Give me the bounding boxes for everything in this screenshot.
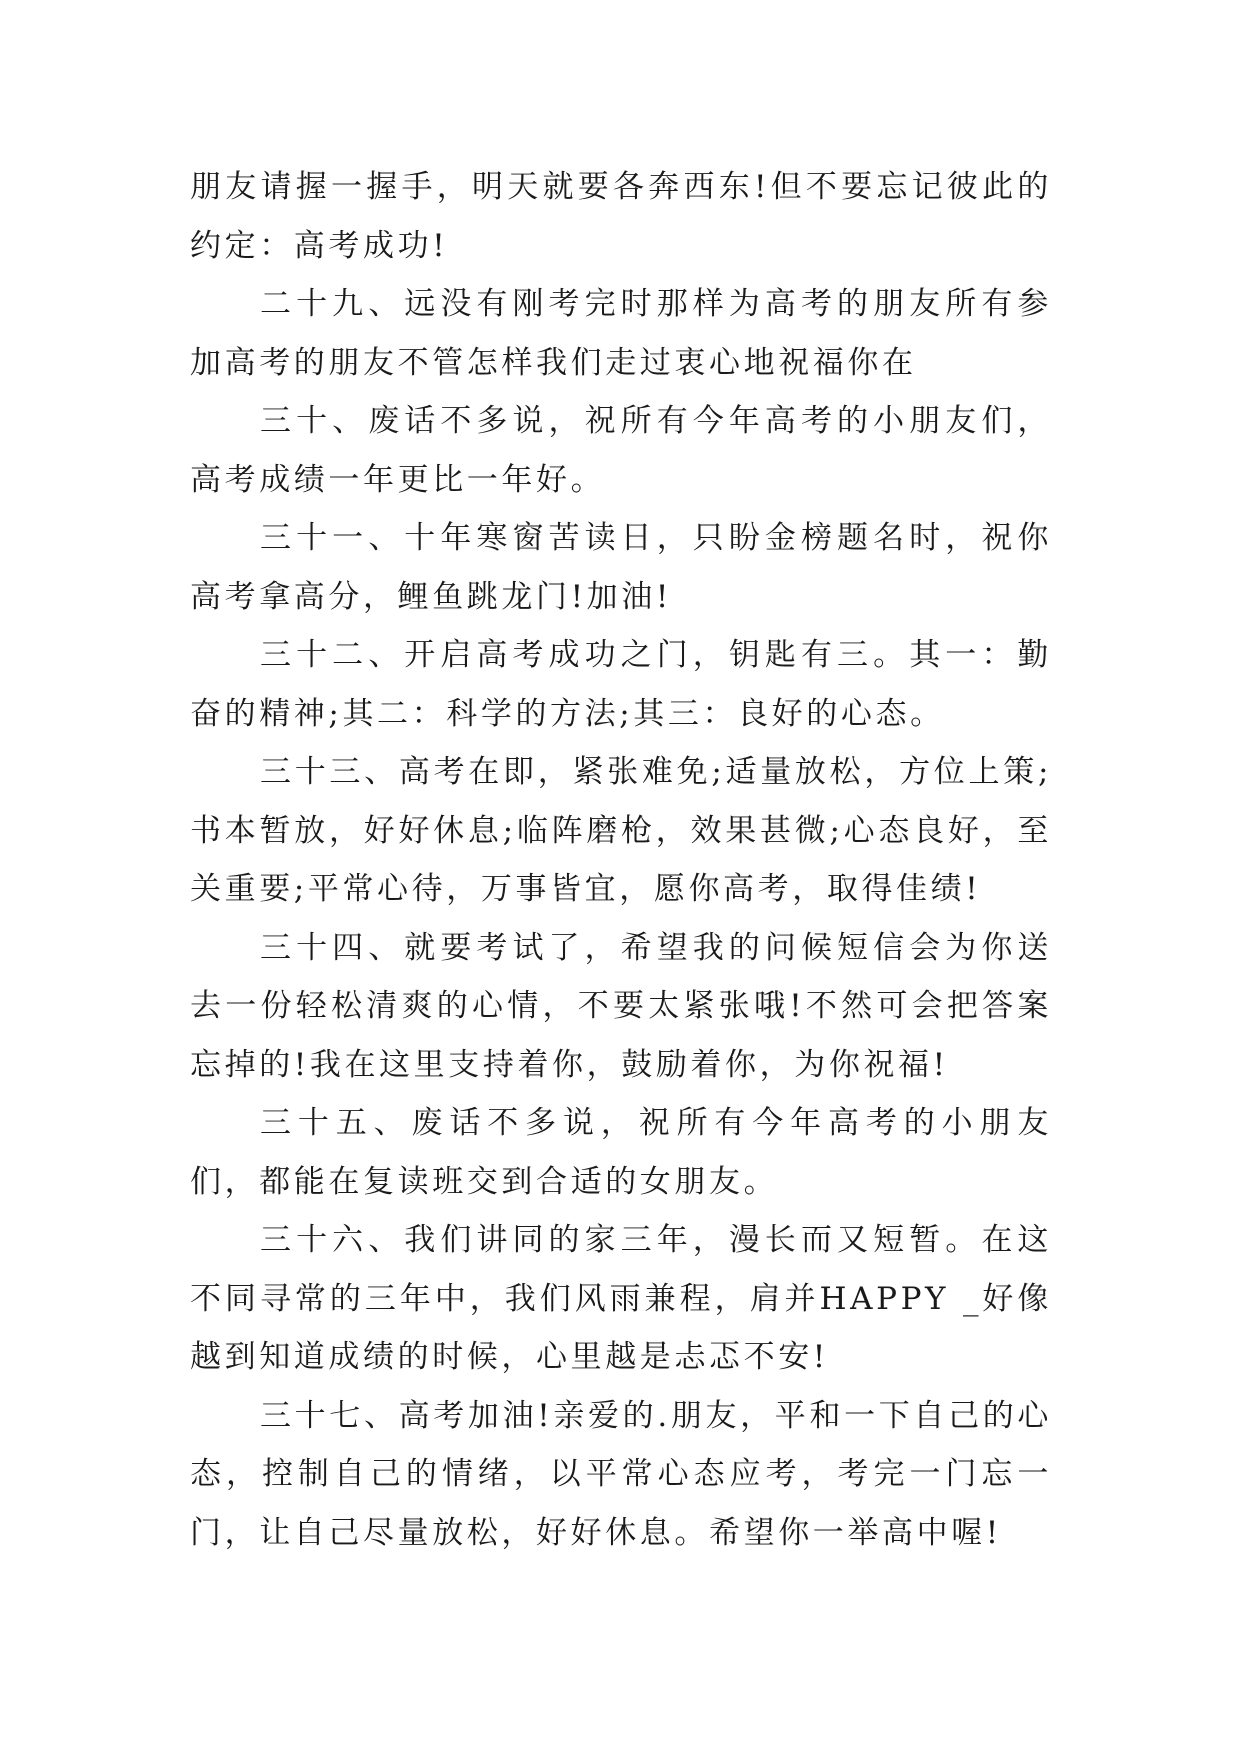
paragraph: 三十六、我们讲同的家三年，漫长而又短暂。在这不同寻常的三年中，我们风雨兼程，肩并HAPPY _好像越到知道成绩的时候，心里越是忐忑不安! bbox=[190, 1222, 1052, 1375]
paragraph: 二十九、远没有刚考完时那样为高考的朋友所有参加高考的朋友不管怎样我们走过衷心地祝福你在 bbox=[190, 286, 1052, 381]
paragraph: 三十、废话不多说，祝所有今年高考的小朋友们，高考成绩一年更比一年好。 bbox=[190, 403, 1052, 498]
paragraph: 三十一、十年寒窗苦读日，只盼金榜题名时，祝你高考拿高分，鲤鱼跳龙门!加油! bbox=[190, 520, 1052, 615]
paragraph: 三十七、高考加油!亲爱的.朋友，平和一下自己的心态，控制自己的情绪，以平常心态应考，考完一门忘一门，让自己尽量放松，好好休息。希望你一举高中喔! bbox=[190, 1397, 1052, 1551]
paragraph: 三十三、高考在即，紧张难免;适量放松，方位上策;书本暂放，好好休息;临阵磨枪，效果甚微;心态良好，至关重要;平常心待，万事皆宜，愿你高考，取得佳绩! bbox=[190, 754, 1052, 907]
document-body bbox=[190, 158, 1052, 1562]
paragraph: 三十五、废话不多说，祝所有今年高考的小朋友们，都能在复读班交到合适的女朋友。 bbox=[190, 1105, 1052, 1200]
paragraph: 三十四、就要考试了，希望我的问候短信会为你送去一份轻松清爽的心情，不要太紧张哦!不然可会把答案忘掉的!我在这里支持着你，鼓励着你，为你祝福! bbox=[190, 929, 1052, 1083]
paragraph: 三十二、开启高考成功之门，钥匙有三。其一：勤奋的精神;其二：科学的方法;其三：良好的心态。 bbox=[190, 637, 1052, 732]
paragraph: 朋友请握一握手，明天就要各奔西东!但不要忘记彼此的约定：高考成功! bbox=[190, 169, 1052, 264]
